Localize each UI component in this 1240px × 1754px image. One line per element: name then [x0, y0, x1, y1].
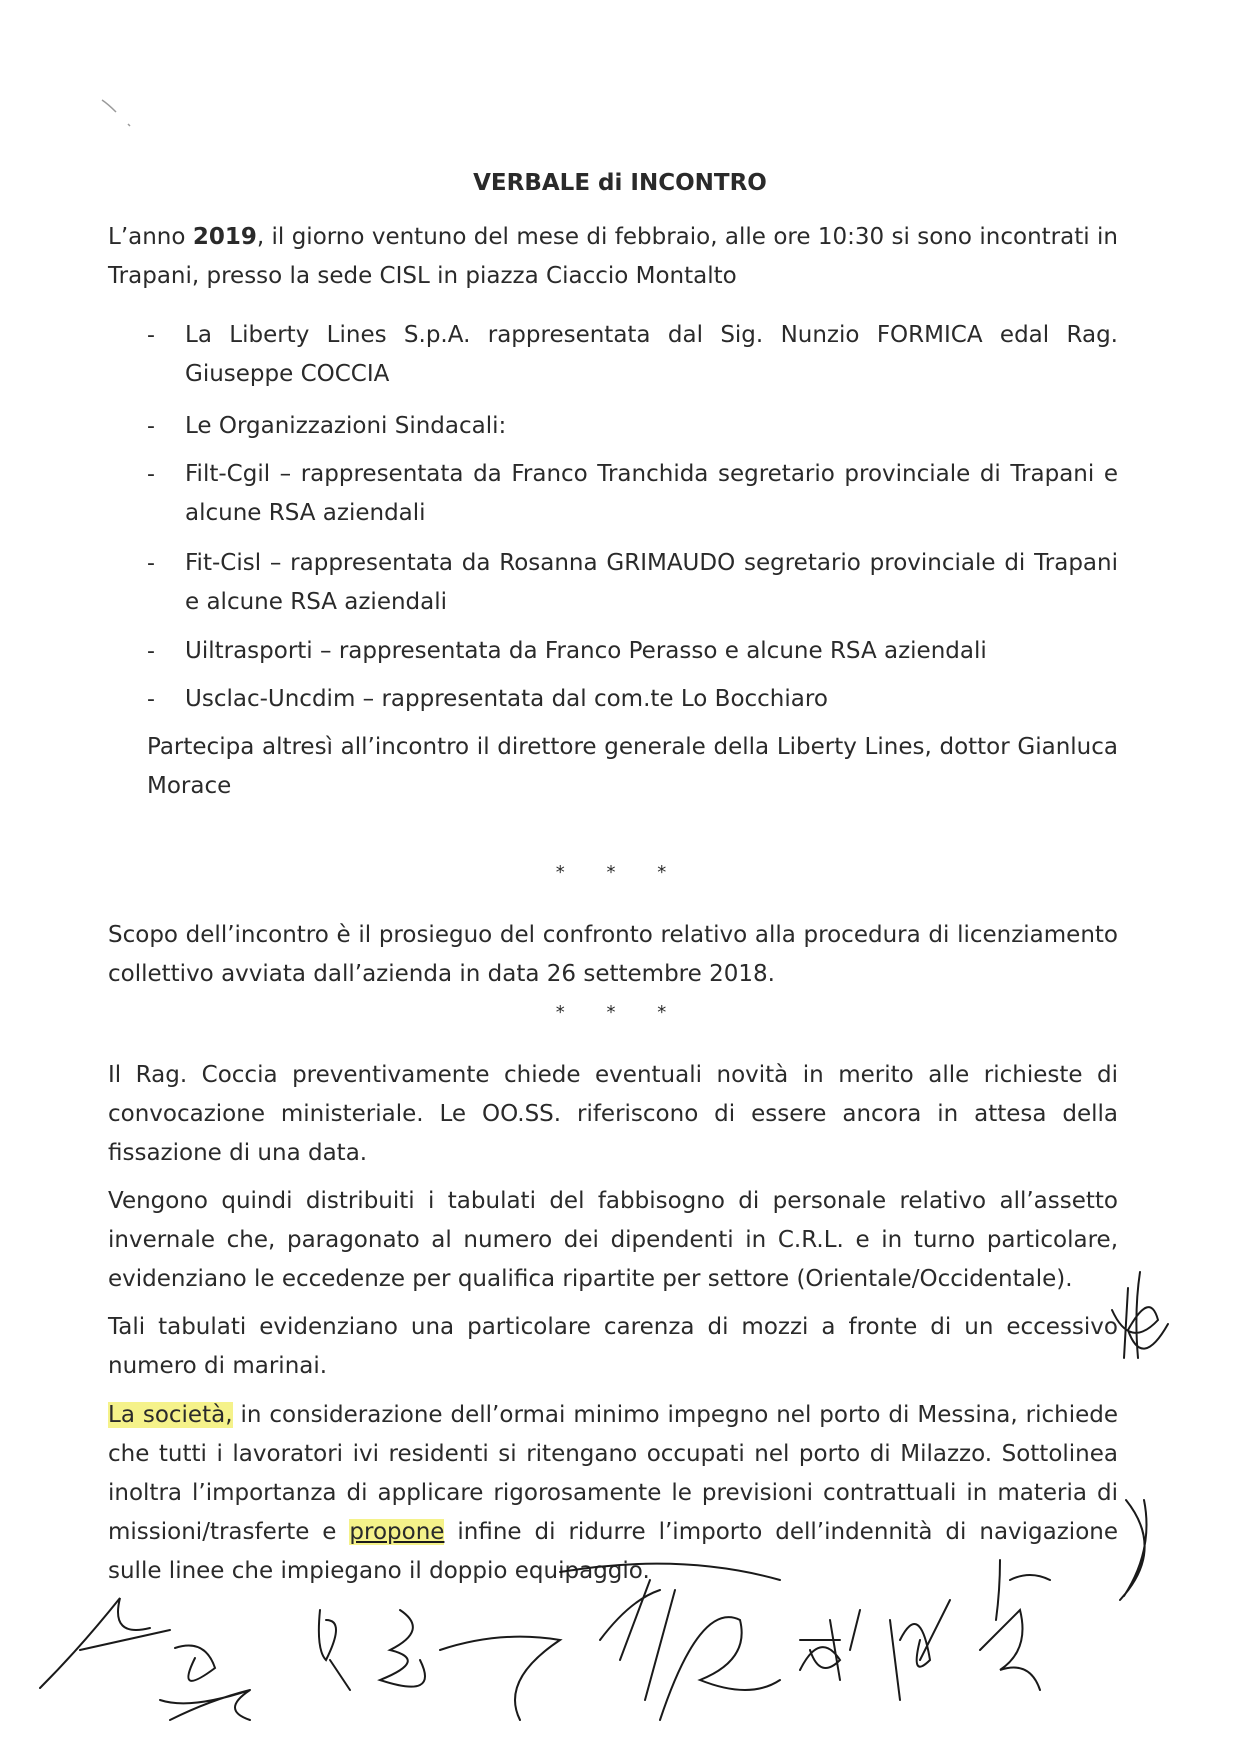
- section-separator: * * *: [555, 862, 685, 883]
- list-dash: -: [147, 639, 155, 664]
- signature-margin: [1112, 1272, 1168, 1358]
- signature-bottom: [600, 1580, 780, 1720]
- signature-bottom: [980, 1560, 1050, 1690]
- signature-bottom: [800, 1610, 860, 1680]
- scope-paragraph: Scopo dell’incontro è il prosieguo del confronto relativo alla procedura di licenziamento collettivo avviata dall’azienda in data 26 settembre 2018.: [108, 922, 1118, 987]
- tabulati-paragraph: Vengono quindi distribuiti i tabulati del fabbisogno di personale relativo all’assetto invernale che, paragonato al numero dei dipendenti in C.R.L. e in turno particolare, evidenziano le eccedenze per qualifica ripartite per settore (Orientale/Occidentale).: [108, 1188, 1118, 1292]
- signature-margin: [1120, 1500, 1147, 1600]
- party-fit-cisl: Fit-Cisl – rappresentata da Rosanna GRIMAUDO segretario provinciale di Trapani e alcune RSA aziendali: [185, 550, 1118, 615]
- intro-prefix: L’anno: [108, 224, 193, 250]
- signature-bottom: [40, 1598, 215, 1688]
- signature-bottom: [890, 1600, 950, 1700]
- societa-text-2: infine di ridurre l’importo dell’indennità di navigazione sulle linee che impiegano il doppio equipaggio.: [108, 1519, 1118, 1584]
- list-dash: -: [147, 323, 155, 348]
- highlight-propone: propone: [349, 1519, 445, 1545]
- document-title: VERBALE di INCONTRO: [473, 170, 767, 196]
- carenza-paragraph: Tali tabulati evidenziano una particolare carenza di mozzi a fronte di un eccessivo numero di marinai.: [108, 1314, 1118, 1379]
- party-usclac-uncdim: Usclac-Uncdim – rappresentata dal com.te Lo Bocchiaro: [185, 686, 828, 712]
- list-dash: -: [147, 462, 155, 487]
- signature-bottom: [380, 1610, 560, 1720]
- signature-bottom: [160, 1690, 250, 1720]
- list-dash: -: [147, 687, 155, 712]
- intro-year: 2019: [192, 224, 257, 250]
- societa-text-1: in considerazione dell’ormai minimo impegno nel porto di Messina, richiede che tutti i lavoratori ivi residenti si ritengano occupati nel porto di Milazzo. Sottolinea inoltra l’importanza di applicare rigorosamente le previsioni contrattuali in materia di missioni/trasferte e: [108, 1402, 1118, 1545]
- list-dash: -: [147, 551, 155, 576]
- party-uiltrasporti: Uiltrasporti – rappresentata da Franco Perasso e alcune RSA aziendali: [185, 638, 987, 664]
- party-liberty-lines: La Liberty Lines S.p.A. rappresentata dal Sig. Nunzio FORMICA edal Rag. Giuseppe COCCIA: [185, 322, 1118, 387]
- list-dash: -: [147, 414, 155, 439]
- section-separator: * * *: [555, 1002, 685, 1023]
- party-organizzazioni: Le Organizzazioni Sindacali:: [185, 413, 507, 439]
- intro-rest: , il giorno ventuno del mese di febbraio, alle ore 10:30 si sono incontrati in Trapani, presso la sede CISL in piazza Ciaccio Montalto: [108, 224, 1118, 289]
- participant-paragraph: Partecipa altresì all’incontro il direttore generale della Liberty Lines, dottor Gianluca Morace: [147, 734, 1118, 799]
- signature-underline: [560, 1564, 780, 1580]
- highlight-la-societa: La società,: [108, 1402, 233, 1428]
- coccia-paragraph: Il Rag. Coccia preventivamente chiede eventuali novità in merito alle richieste di convocazione ministeriale. Le OO.SS. riferiscono di essere ancora in attesa della fissazione di una data.: [108, 1062, 1118, 1166]
- party-filt-cgil: Filt-Cgil – rappresentata da Franco Tranchida segretario provinciale di Trapani e alcune RSA aziendali: [185, 461, 1118, 526]
- signature-bottom: [319, 1610, 350, 1690]
